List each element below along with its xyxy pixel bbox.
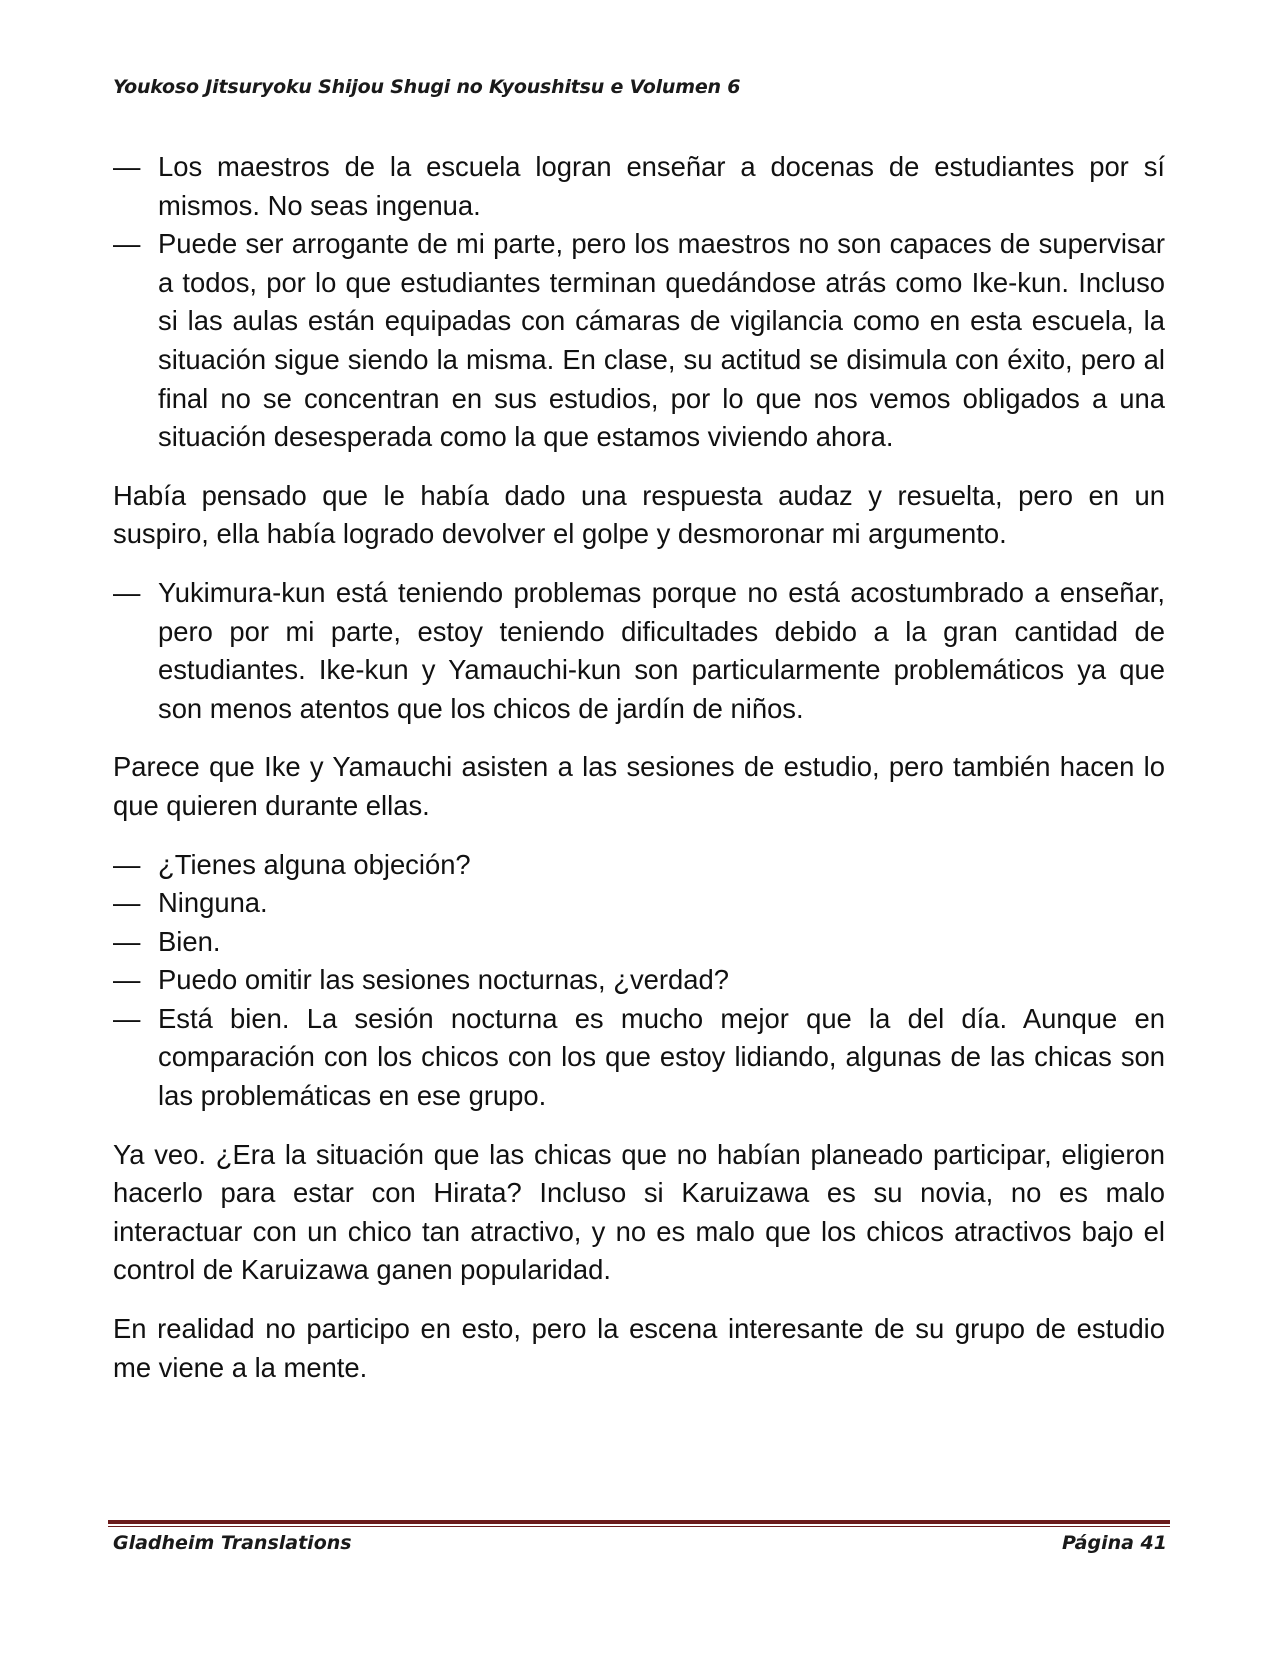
dialogue-line [113,225,1165,457]
dialogue-line [113,961,1165,1000]
em-dash: — [113,964,141,996]
narration-paragraph: Parece que Ike y Yamauchi asisten a las sesiones de estudio, pero también hacen lo que quieren durante ellas. [113,751,1165,821]
page-number: Página 41 [1061,1532,1167,1554]
em-dash: — [113,228,141,260]
em-dash: — [113,576,141,608]
narration-paragraph: Había pensado que le había dado una respuesta audaz y resuelta, pero en un suspiro, ella había logrado devolver el golpe y desmoronar mi argumento. [113,479,1165,550]
em-dash: — [113,848,141,880]
dialogue-text: Bien. [158,925,221,957]
narration-paragraph: Ya veo. ¿Era la situación que las chicas que no habían planeado participar, eligieron hacerlo para estar con Hirata? Incluso si Karuizawa es su novia, no es malo interactuar con un chico tan atractivo, y no es malo que los chicos atractivos bajo el control de Karuizawa ganen popularidad. [113,1138,1165,1286]
em-dash: — [113,1002,141,1034]
footer-rule-thin [108,1526,1170,1527]
dialogue-text: Puedo omitir las sesiones nocturnas, ¿verdad? [158,964,729,996]
dialogue-line [113,846,1165,885]
body-text [113,148,1165,1407]
dialogue-line [113,574,1165,728]
dialogue-line [113,923,1165,962]
dialogue-text: Puede ser arrogante de mi parte, pero los maestros no son capaces de supervisar a todos, por lo que estudiantes terminan quedándose atrás como Ike-kun. Incluso si las aulas están equipadas con cámaras de vigilancia como en esta escuela, la situación sigue siendo la misma. En clase, su actitud se disimula con éxito, pero al final no se concentran en sus estudios, por lo que nos vemos obligados a una situación desesperada como la que estamos viviendo ahora. [158,228,1165,453]
em-dash: — [113,887,141,919]
dialogue-text: Yukimura-kun está teniendo problemas porque no está acostumbrado a enseñar, pero por mi parte, estoy teniendo dificultades debido a la gran cantidad de estudiantes. Ike-kun y Yamauchi-kun son particularmente problemáticos ya que son menos atentos que los chicos de jardín de niños. [158,576,1165,724]
footer-rule [108,1520,1170,1524]
narration-paragraph: En realidad no participo en esto, pero la escena interesante de su grupo de estudio me viene a la mente. [113,1313,1165,1383]
dialogue-line [113,148,1165,225]
dialogue-text: ¿Tienes alguna objeción? [158,848,471,880]
dialogue-text: Está bien. La sesión nocturna es mucho mejor que la del día. Aunque en comparación con los chicos con los que estoy lidiando, algunas de las chicas son las problemáticas en ese grupo. [158,1002,1165,1112]
footer-credit: Gladheim Translations [113,1532,352,1554]
running-header: Youkoso Jitsuryoku Shijou Shugi no Kyoushitsu e Volumen 6 [113,76,741,98]
dialogue-line [113,1000,1165,1116]
em-dash: — [113,151,141,182]
dialogue-line [113,884,1165,923]
dialogue-text: Los maestros de la escuela logran enseñar a docenas de estudiantes por sí mismos. No seas ingenua. [158,151,1165,221]
em-dash: — [113,925,141,957]
dialogue-text: Ninguna. [158,887,268,919]
